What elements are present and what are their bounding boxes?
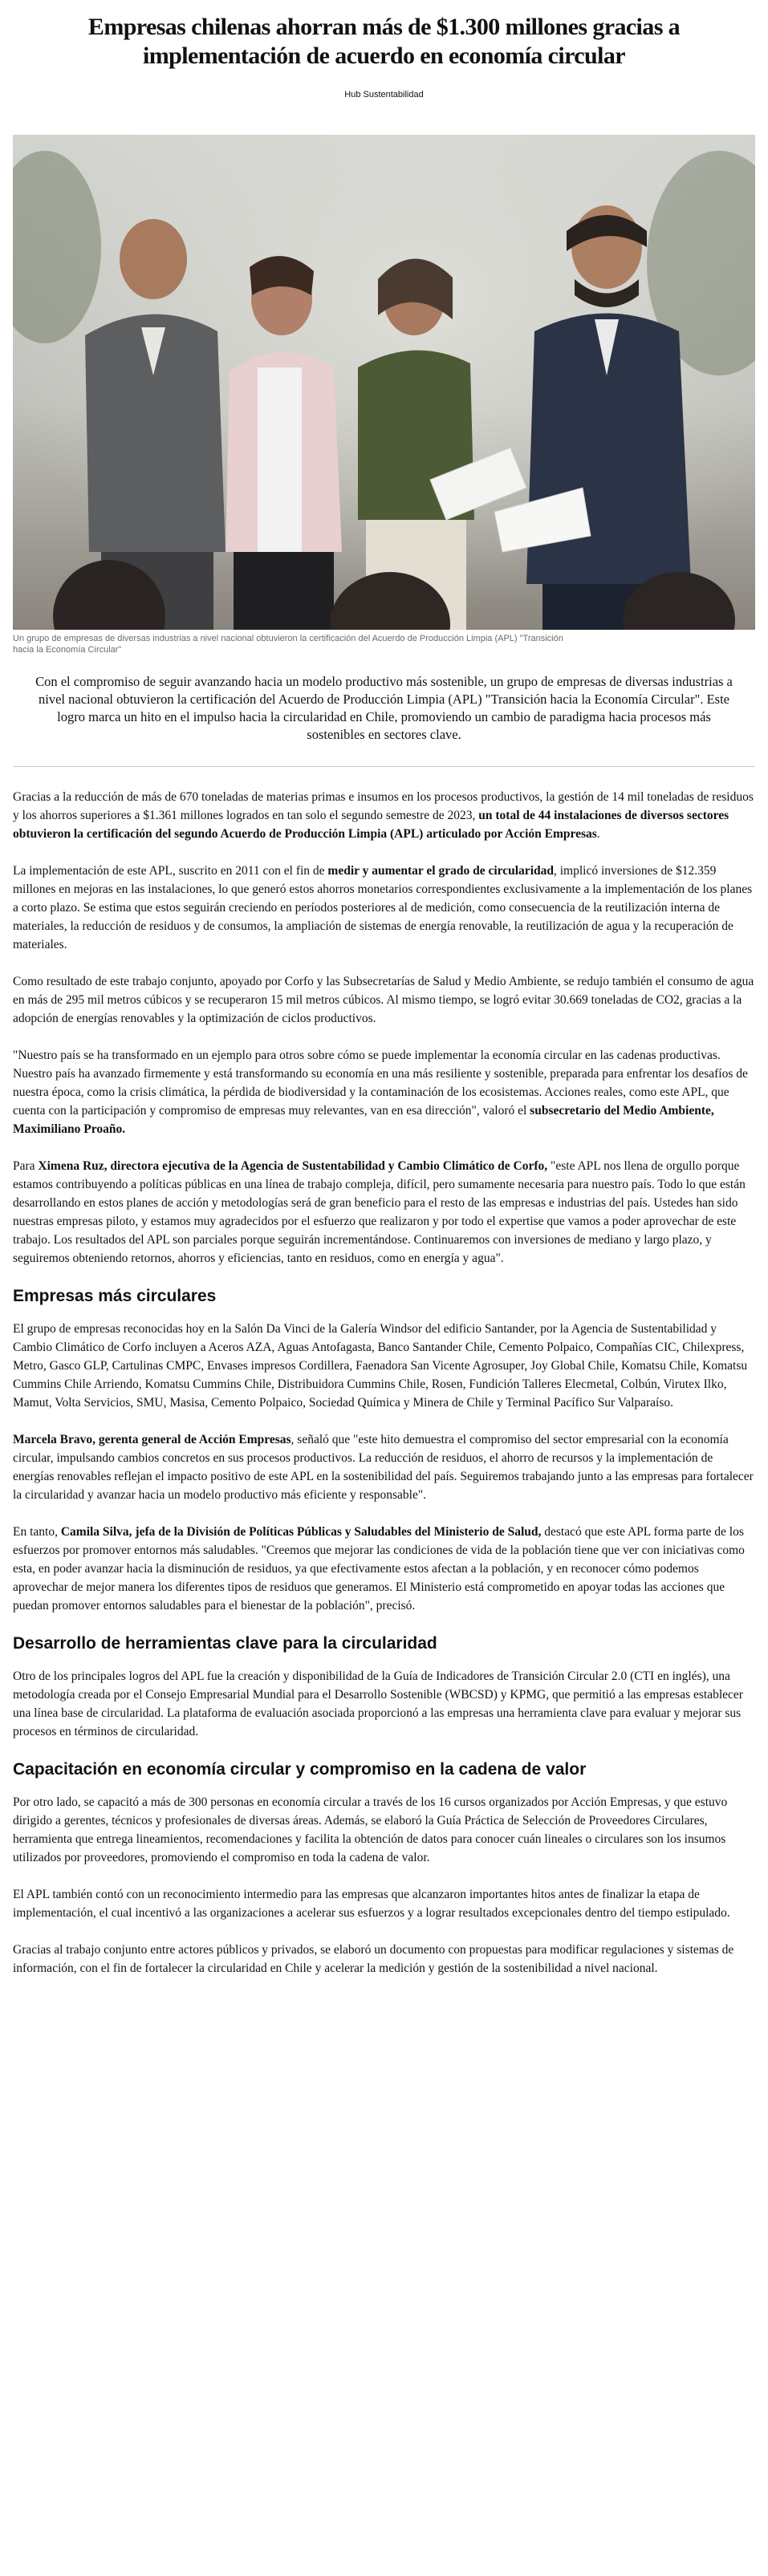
hero-caption: Un grupo de empresas de diversas industrias a nivel nacional obtuvieron la certificación del Acuerdo de Producción Limpia (APL) "Transición hacia la Economía Circular" [13,634,563,655]
lead-divider [13,766,755,767]
article-title: Empresas chilenas ahorran más de $1.300 millones gracias a implementación de acuerdo en economía circular [87,14,681,69]
section-heading: Desarrollo de herramientas clave para la circularidad [13,1634,437,1653]
hero-photo-illustration [13,135,755,630]
section-heading: Capacitación en economía circular y compromiso en la cadena de valor [13,1760,587,1779]
article-body [13,788,755,1978]
body-paragraph: El APL también contó con un reconocimiento intermedio para las empresas que alcanzaron importantes hitos antes de finalizar la etapa de implementación, el cual incentivó a las organizaciones a acelerar sus esfuerzos y a lograr resultados excepcionales dentro del tiempo estipulado. [13,1888,730,1920]
body-paragraph: Como resultado de este trabajo conjunto, apoyado por Corfo y las Subsecretarías de Salud y Medio Ambiente, se redujo también el consumo de agua en más de 295 mil metros cúbicos y se recuperaron 15 mil metros cúbicos. Al mismo tiempo, se logró evitar 30.669 toneladas de CO2, gracias a la adopción de energías renovables y la optimización de ciclos productivos. [13,975,754,1025]
body-paragraph: La implementación de este APL, suscrito en 2011 con el fin de medir y aumentar el grado de circularidad, implicó inversiones de $12.359 millones en mejoras en las instalaciones, lo que generó estos ahorros monetarios correspondientes exclusivamente a la implementación de los planes a corto plazo. Se estima que estos seguirán creciendo en períodos posteriores al de medición, como consecuencia de la reutilización interna de materiales, la reducción de residuos y de consumos, la ampliación de sistemas de energía renovable, la reutilización de agua y la recuperación de materiales. [13,864,753,951]
section-heading: Empresas más circulares [13,1287,217,1305]
article-page [0,13,768,2028]
article-author[interactable]: Hub Sustentabilidad [344,90,424,99]
quote-paragraph: En tanto, Camila Silva, jefa de la División de Políticas Públicas y Saludables del Ministerio de Salud, destacó que este APL forma parte de los esfuerzos por promover entornos más saludables. "Creemos que mejorar las condiciones de vida de la población tiene que ver con iniciativas como esta, en poder avanzar hacia la disminución de residuos, ya que efectivamente estos afectan a la población, y en reconocer cómo podemos aprovechar de mejor manera los diferentes tipos de residuos que generamos. El Ministerio está comprometido en apoyar todas las acciones que puedan promover entornos saludables para el bienestar de la población", precisó. [13,1525,745,1613]
body-paragraph: Otro de los principales logros del APL fue la creación y disponibilidad de la Guía de Indicadores de Transición Circular 2.0 (CTI en inglés), una metodología creada por el Consejo Empresarial Mundial para el Desarrollo Sostenible (WBCSD) y KPMG, que permitió a las empresas establecer una línea base de circularidad. La plataforma de evaluación asociada proporcionó a las empresas una herramienta clave para evaluar y mejorar sus procesos en términos de circularidad. [13,1669,743,1738]
body-paragraph: Por otro lado, se capacitó a más de 300 personas en economía circular a través de los 16 cursos organizados por Acción Empresas, y que estuvo dirigido a gerentes, técnicos y profesionales de diversas áreas. Además, se elaboró la Guía Práctica de Selección de Proveedores Circulares, herramienta que entrega lineamientos, recomendaciones y facilita la obtención de datos para conocer cuán lineales o circulares son los insumos utilizados por proveedores, promoviendo el compromiso en toda la cadena de valor. [13,1795,728,1864]
quote-paragraph: "Nuestro país se ha transformado en un ejemplo para otros sobre cómo se puede implementar la economía circular en las cadenas productivas. Nuestro país ha avanzado firmemente y está transformando su economía en una más resiliente y sostenible, preparada para enfrentar los desafíos de nuestra época, como la crisis climática, la pérdida de biodiversidad y la contaminación de los ecosistemas. Acciones reales, como este APL, que cuenta con la participación y compromiso de empresas muy relevantes, van en esa dirección", valoró el subsecretario del Medio Ambiente, Maximiliano Proaño. [13,1049,748,1136]
article-lead: Con el compromiso de seguir avanzando hacia un modelo productivo más sostenible, un grupo de empresas de diversas industrias a nivel nacional obtuvieron la certificación del Acuerdo de Producción Limpia (APL) "Transición hacia la Economía Circular". Este logro marca un hito en el impulso hacia la circularidad en Chile, promoviendo un cambio de paradigma hacia procesos más sostenibles en sectores clave. [35,674,733,742]
quote-paragraph: Marcela Bravo, gerenta general de Acción Empresas, señaló que "este hito demuestra el compromiso del sector empresarial con la economía circular, impulsando cambios concretos en sus procesos productivos. La reducción de residuos, el ahorro de recursos y la implementación de energías renovables reflejan el impacto positivo de este APL en la sostenibilidad del país. Seguiremos trabajando junto a las empresas para fortalecer la circularidad y avanzar hacia un modelo productivo más eficiente y responsable". [13,1433,754,1502]
quote-paragraph: Para Ximena Ruz, directora ejecutiva de la Agencia de Sustentabilidad y Cambio Climático de Corfo, "este APL nos llena de orgullo porque estamos contribuyendo a políticas públicas en una línea de trabajo compleja, difícil, pero sumamente necesaria para nuestro país. Todo lo que están desarrollando en estos planes de acción y metodologías será de gran beneficio para el resto de las empresas e industrias del país. Ustedes han sido nuestras empresas piloto, y estamos muy agradecidos por el esfuerzo que realizaron y por todo el expertise que vamos a poder aprovechar de este trabajo. Los resultados del APL son parciales porque seguirán incrementándose. Continuaremos con inversiones de mediano y largo plazo, y seguiremos obteniendo retornos, ahorros y eficiencias, tanto en residuos, como en energía y agua". [13,1159,746,1265]
body-paragraph: Gracias a la reducción de más de 670 toneladas de materias primas e insumos en los procesos productivos, la gestión de 14 mil toneladas de residuos y los ahorros superiores a $1.361 millones logrados en tan solo el segundo semestre de 2023, un total de 44 instalaciones de diversos sectores obtuvieron la certificación del segundo Acuerdo de Producción Limpia (APL) articulado por Acción Empresas. [13,790,754,841]
hero-photo [13,135,755,630]
body-paragraph: Gracias al trabajo conjunto entre actores públicos y privados, se elaboró un documento con propuestas para modificar regulaciones y sistemas de información, con el fin de fortalecer la circularidad en Chile y acelerar la medición y gestión de la sostenibilidad a nivel nacional. [13,1943,734,1975]
body-paragraph: El grupo de empresas reconocidas hoy en la Salón Da Vinci de la Galería Windsor del edificio Santander, por la Agencia de Sustentabilidad y Cambio Climático de Corfo incluyen a Aceros AZA, Aguas Antofagasta, Banco Santander Chile, Cemento Polpaico, Compañías CIC, Chilexpress, Metro, Gasco GLP, Cartulinas CMPC, Envases impresos Cordillera, Faenadora San Vicente Agrosuper, Joy Global Chile, Komatsu Chile, Komatsu Cummins Chile Arriendo, Komatsu Cummins Chile, Distribuidora Cummins Chile, Rosen, Fundición Talleres Elecmetal, Colbún, Virutex Ilko, Mamut, Volta Servicios, SMU, Masisa, Cemento Polpaico, Sociedad Química y Minera de Chile y Terminal Pacífico Sur Valparaíso. [13,1322,748,1410]
